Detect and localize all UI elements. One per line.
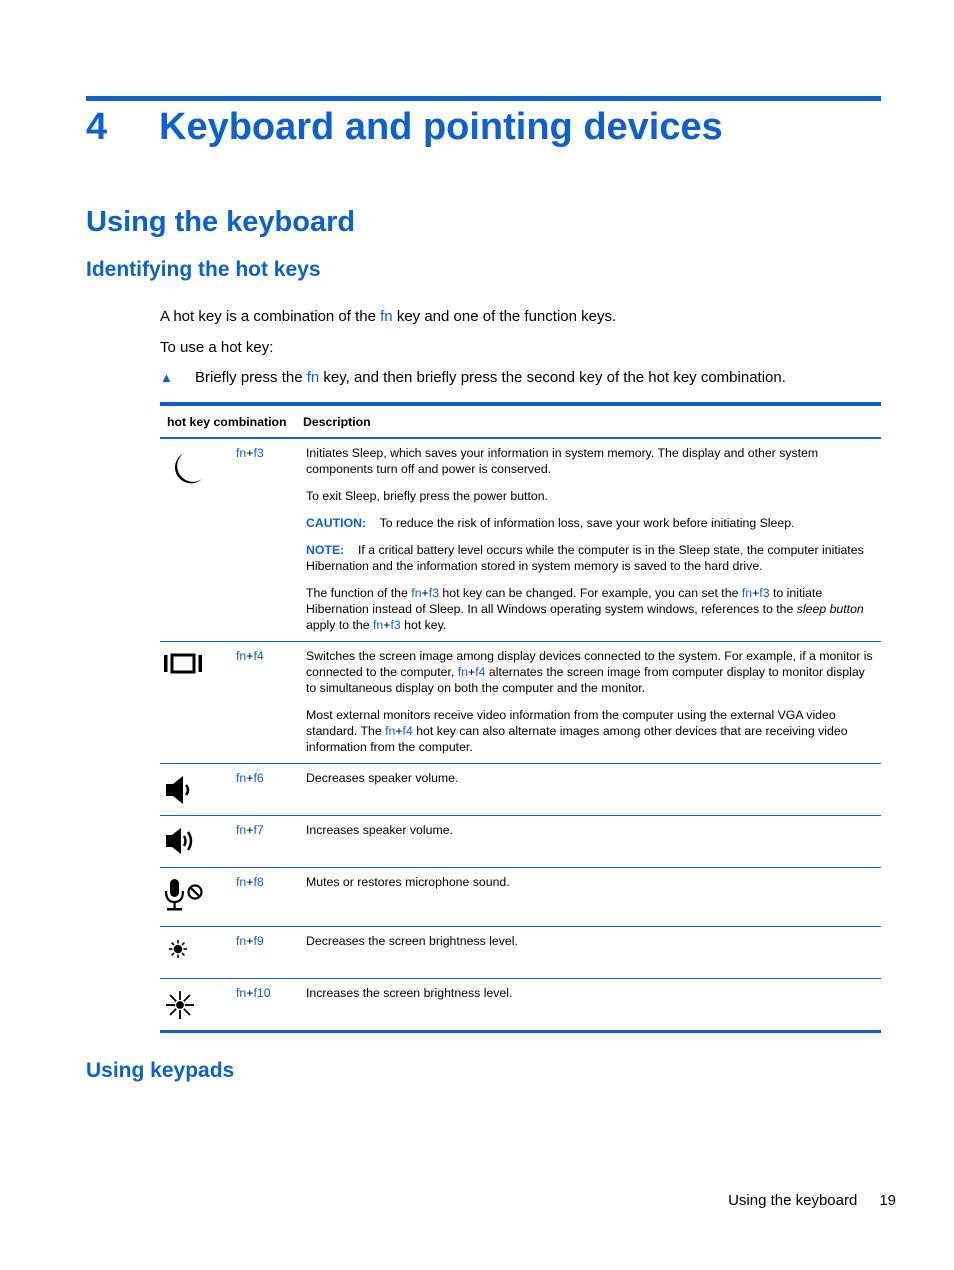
table-header-row bbox=[160, 404, 881, 438]
table-row bbox=[160, 438, 881, 642]
intro-instruction: To use a hot key: bbox=[160, 339, 274, 356]
footer-section: Using the keyboard bbox=[728, 1192, 858, 1209]
hotkey-description: Increases speaker volume. bbox=[296, 816, 881, 868]
hotkey-combo: fn+f4 bbox=[226, 642, 296, 764]
hotkey-combo: fn+f6 bbox=[226, 764, 296, 816]
hotkey-description: Mutes or restores microphone sound. bbox=[296, 868, 881, 927]
hotkey-combo: fn+f10 bbox=[226, 979, 296, 1032]
table-row bbox=[160, 642, 881, 764]
hotkey-combo: fn+f9 bbox=[226, 927, 296, 979]
volume-up-icon bbox=[160, 816, 226, 868]
note: NOTE: If a critical battery level occurs while the computer is in the Sleep state, the computer initiates Hibernation and the information stored in system memory is saved to the hard drive. bbox=[306, 543, 864, 573]
header-hotkey-combination: hot key combination bbox=[160, 404, 296, 438]
table-row bbox=[160, 868, 881, 927]
hotkey-description: Switches the screen image among display devices connected to the system. For example, if a monitor is connected to the computer, fn+f4 alternates the screen image from computer display to monitor display to simultaneous display on both the computer and the monitor. Most external monitors receive video information from the computer using the external VGA video standard. The fn+f4 hot key can also alternate images among other devices that are receiving video information from the computer. bbox=[296, 642, 881, 764]
caution-note: CAUTION: To reduce the risk of information loss, save your work before initiating Sleep. bbox=[306, 516, 795, 530]
hotkey-combo: fn+f3 bbox=[226, 438, 296, 642]
table-row bbox=[160, 927, 881, 979]
table-row bbox=[160, 979, 881, 1032]
hotkey-description: Decreases speaker volume. bbox=[296, 764, 881, 816]
bullet-step: ▲ Briefly press the fn key, and then briefly press the second key of the hot key combination. bbox=[160, 369, 786, 386]
volume-down-icon bbox=[160, 764, 226, 816]
fn-key-ref: fn bbox=[306, 369, 320, 386]
header-description: Description bbox=[296, 404, 881, 438]
hotkey-combo: fn+f8 bbox=[226, 868, 296, 927]
hotkey-description: Increases the screen brightness level. bbox=[296, 979, 881, 1032]
intro-paragraph: A hot key is a combination of the fn key and one of the function keys. bbox=[160, 308, 617, 325]
microphone-mute-icon bbox=[160, 868, 226, 927]
subsection-title-keypads: Using keypads bbox=[86, 1059, 235, 1082]
chapter-rule bbox=[86, 96, 881, 101]
section-title: Using the keyboard bbox=[86, 206, 356, 238]
brightness-down-icon bbox=[160, 927, 226, 979]
brightness-up-icon bbox=[160, 979, 226, 1032]
hotkey-combo: fn+f7 bbox=[226, 816, 296, 868]
moon-sleep-icon bbox=[160, 438, 226, 642]
page-footer bbox=[728, 1192, 896, 1209]
hotkey-description: Initiates Sleep, which saves your information in system memory. The display and other system components turn off and power is conserved. To exit Sleep, briefly press the power button. CAUTION: To reduce the risk of information loss, save your work before initiating Sleep. NOTE: If a critical battery level occurs while the computer is in the Sleep state, the computer initiates Hibernation and the information stored in system memory is saved to the hard drive. The function of the fn+f3 hot key can be changed. For example, you can set the fn+f3 to initiate Hibernation instead of Sleep. In all Windows operating system windows, references to the sleep button apply to the fn+f3 hot key. bbox=[296, 438, 881, 642]
fn-key-ref: fn bbox=[380, 308, 393, 325]
hotkey-table bbox=[160, 402, 881, 1033]
display-switch-icon bbox=[160, 642, 226, 764]
hotkey-description: Decreases the screen brightness level. bbox=[296, 927, 881, 979]
table-row bbox=[160, 764, 881, 816]
subsection-title-hotkeys: Identifying the hot keys bbox=[86, 258, 321, 281]
triangle-bullet-icon: ▲ bbox=[160, 370, 173, 385]
chapter-title: Keyboard and pointing devices bbox=[159, 106, 723, 148]
page-number: 19 bbox=[879, 1192, 896, 1209]
table-row bbox=[160, 816, 881, 868]
chapter-number: 4 bbox=[86, 106, 108, 148]
chapter-heading bbox=[86, 106, 723, 149]
